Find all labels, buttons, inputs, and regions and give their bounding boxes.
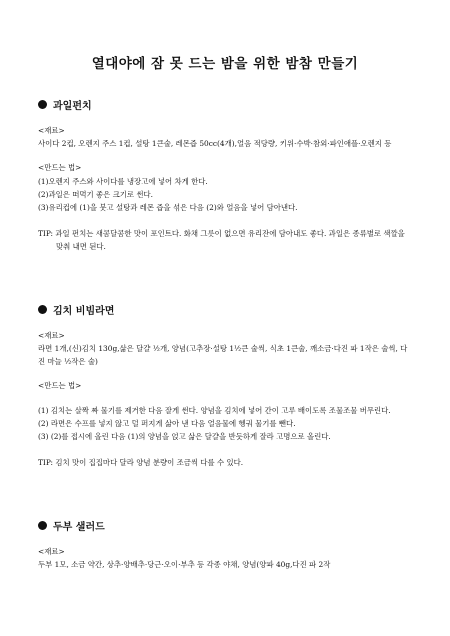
section-fruit-punch — [38, 97, 414, 253]
section-heading — [38, 302, 414, 317]
step-item: (2) 라면은 수프를 넣지 않고 덜 퍼지게 삶아 낸 다음 얼음물에 헹궈 물기를 뺀다. — [38, 419, 296, 429]
section-heading — [38, 518, 414, 533]
ingredients-text: 사이다 2컵, 오렌지 주스 1컵, 설탕 1큰술, 레몬즙 50cc(4개),얼음 적당량, 키위·수박·참외·파인애플·오렌지 등 — [38, 139, 392, 148]
ingredients-text: 두부 1모, 소금 약간, 상추·양배추·당근·오이·부추 등 각종 야채, 양념(양파 40g,다진 파 2작 — [38, 560, 331, 569]
ingredients-label: <재료> — [38, 331, 65, 340]
section-heading-text: 두부 샐러드 — [53, 522, 105, 533]
ingredients-label: <재료> — [38, 126, 65, 135]
steps-list — [38, 404, 414, 444]
section-tofu-salad — [38, 518, 414, 571]
step-item: (1)오렌지 주스와 사이다를 냉장고에 넣어 차게 한다. — [38, 177, 208, 186]
tip-text: TIP: 김치 맛이 집집마다 달라 양념 분량이 조금씩 다를 수 있다. — [38, 457, 244, 467]
section-heading-text: 김치 비빔라면 — [53, 306, 115, 317]
bullet-icon — [38, 100, 47, 109]
document-title: 열대야에 잠 못 드는 밤을 위한 밤참 만들기 — [91, 56, 359, 72]
step-item: (1) 김치는 살짝 짜 물기를 제거한 다음 잘게 썬다. 양념을 김치에 넣어 간이 고루 배이도록 조물조물 버무린다. — [38, 406, 391, 415]
section-kimchi-bibim-ramen — [38, 302, 414, 469]
tip-text: TIP: 과일 펀치는 새콤달콤한 맛이 포인트다. 화채 그릇이 없으면 유리잔에 담아내도 좋다. 과일은 종류별로 색깔을 맞춰 내면 된다. — [38, 228, 405, 251]
bullet-icon — [38, 521, 47, 530]
section-heading — [38, 97, 414, 112]
step-item: (2)과일은 떠먹기 좋은 크기로 썬다. — [38, 190, 154, 200]
step-item: (3)유리컵에 (1)을 붓고 설탕과 레몬 즙을 섞은 다음 (2)와 얼음을 넣어 담아낸다. — [38, 203, 298, 213]
section-heading-text: 과일펀치 — [53, 101, 92, 112]
steps-list — [38, 175, 414, 215]
method-label: <만드는 법> — [38, 381, 82, 390]
step-item: (3) (2)를 접시에 올린 다음 (1)의 양념을 얹고 삶은 달걀을 반듯하게 잘라 고명으로 올린다. — [38, 432, 331, 442]
bullet-icon — [38, 305, 47, 314]
ingredients-label: <재료> — [38, 547, 65, 556]
method-label: <만드는 법> — [38, 163, 82, 172]
ingredients-text: 라면 1개,(신)김치 130g,삶은 달걀 ½개, 양념(고추장·설탕 1½큰 술씩, 식초 1큰술, 깨소금·다진 파 1작은 술씩, 다진 마늘 ½작은 술) — [38, 344, 408, 366]
